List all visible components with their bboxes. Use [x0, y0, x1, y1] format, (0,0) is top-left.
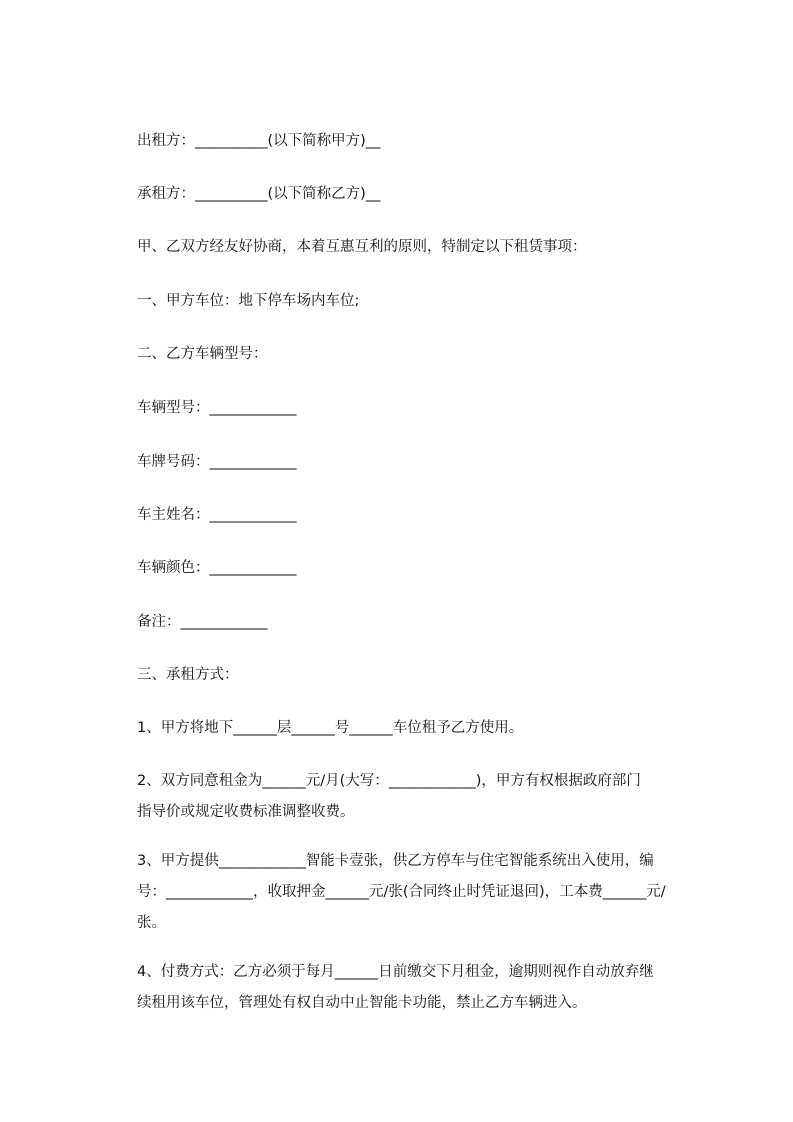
section-3-title: 三、承租方式：: [137, 667, 239, 683]
preamble-text: 甲、乙双方经友好协商，本着互惠互利的原则，特制定以下租赁事项：: [137, 239, 587, 255]
plate-number-field: 车牌号码：____________: [137, 454, 297, 470]
section-1-parking-space: 一、甲方车位：地下停车场内车位;: [137, 293, 360, 309]
clause-4-line-1: 4、付费方式：乙方必须于每月______日前缴交下月租金，逾期则视作自动放弃继: [137, 964, 654, 980]
vehicle-model-field: 车辆型号：____________: [137, 400, 297, 416]
clause-3-line-2: 号：____________，收取押金______元/张(合同终止时凭证退回)，工本费______元/: [137, 884, 666, 900]
clause-3: [137, 846, 666, 939]
owner-name-field: 车主姓名：____________: [137, 507, 297, 523]
lessor-line: 出租方：__________(以下简称甲方)__: [137, 133, 381, 149]
lessee-line: 承租方：__________(以下简称乙方)__: [137, 186, 381, 202]
clause-2-line-2: 指导价或规定收费标准调整收费。: [137, 804, 355, 820]
clause-4: [137, 957, 657, 1019]
clause-1: 1、甲方将地下______层______号______车位租予乙方使用。: [137, 720, 524, 736]
clause-3-line-3: 张。: [137, 915, 166, 931]
vehicle-color-field: 车辆颜色：____________: [137, 560, 297, 576]
remarks-field: 备注：____________: [137, 614, 268, 630]
clause-2: [137, 766, 657, 828]
clause-4-line-2: 续租用该车位，管理处有权自动中止智能卡功能，禁止乙方车辆进入。: [137, 995, 587, 1011]
section-2-title: 二、乙方车辆型号：: [137, 346, 268, 362]
clause-3-line-1: 3、甲方提供____________智能卡壹张，供乙方停车与住宅智能系统出入使用，编: [137, 853, 654, 869]
clause-2-line-1: 2、双方同意租金为______元/月(大写：____________)，甲方有权根据政府部门: [137, 773, 641, 789]
